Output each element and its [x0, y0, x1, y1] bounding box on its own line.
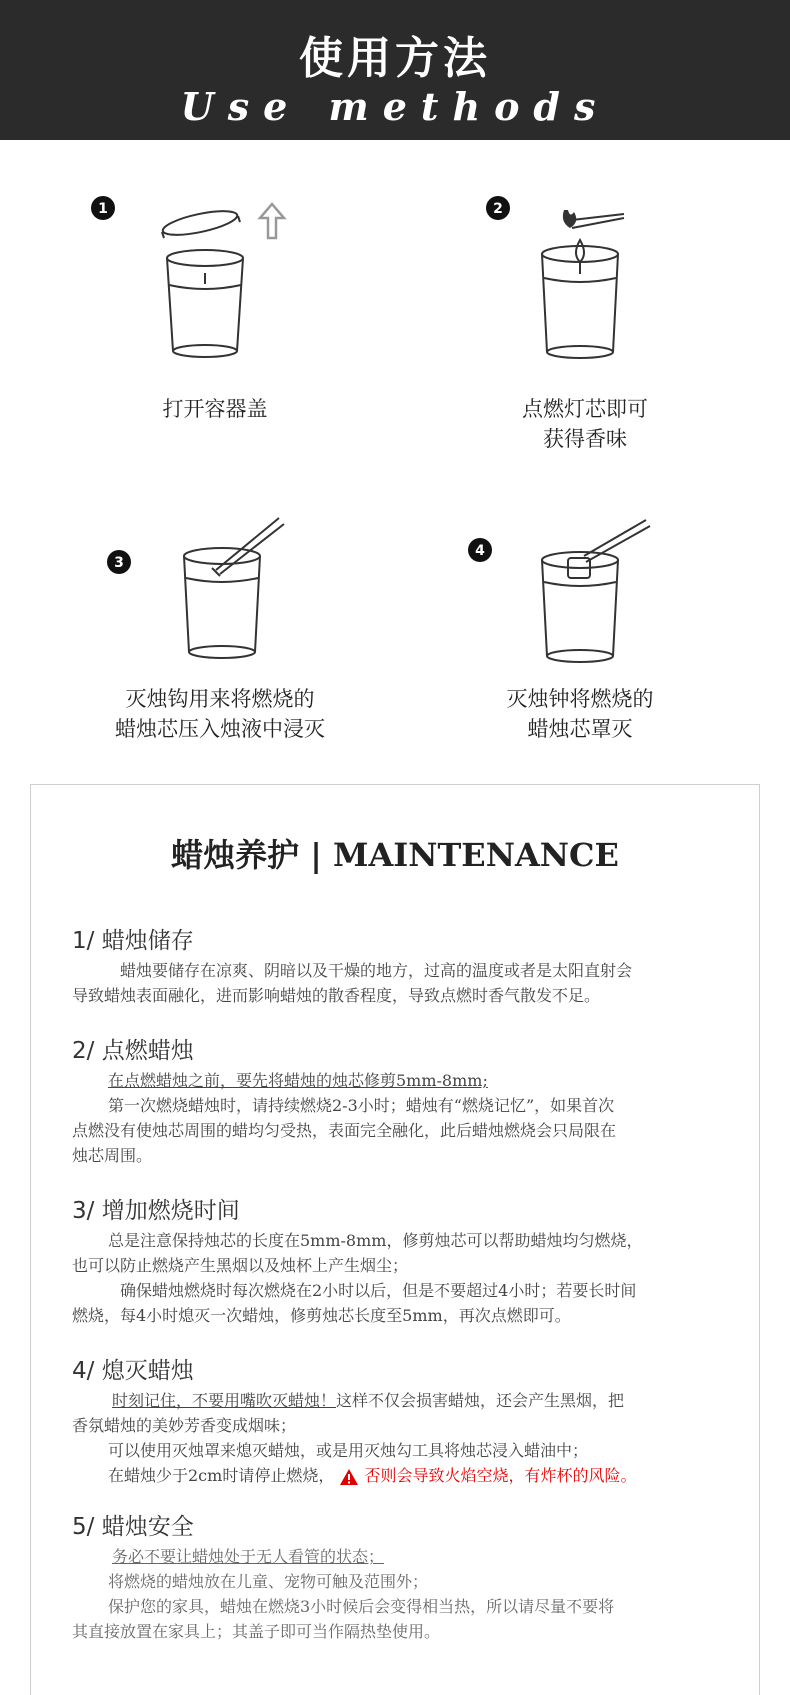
maintenance-title: 蜡烛养护 | MAINTENANCE [171, 836, 619, 874]
step-4 [466, 516, 666, 666]
step-3-caption: 灭烛钩用来将燃烧的 蜡烛芯压入烛液中浸灭 [115, 687, 325, 741]
header-banner [0, 0, 790, 140]
page-subtitle: Use methods [180, 84, 610, 129]
section-heading-burn-time: 3/ 增加燃烧时间 [72, 1198, 240, 1224]
page-title: 使用方法 [299, 33, 491, 84]
snuffer-hook-icon [104, 514, 304, 664]
svg-text:2: 2 [493, 201, 503, 217]
light-candle-icon [484, 192, 684, 368]
section-heading-lighting: 2/ 点燃蜡烛 [72, 1038, 194, 1064]
step-4-caption: 灭烛钟将燃烧的 蜡烛芯罩灭 [506, 687, 654, 741]
step-2-caption: 点燃灯芯即可 获得香味 [522, 397, 648, 451]
section-heading-extinguish: 4/ 熄灭蜡烛 [72, 1358, 194, 1384]
section-heading-storage: 1/ 蜡烛储存 [72, 928, 194, 954]
step-2 [484, 192, 684, 368]
svg-text:4: 4 [475, 543, 485, 559]
section-body-burn-time: 总是注意保持烛芯的长度在5mm-8mm，修剪烛芯可以帮助蜡烛均匀燃烧， 也可以防止燃烧产生黑烟以及烛杯上产生烟尘； 确保蜡烛燃烧时每次燃烧在2小时以后，但是不要超过4小时；若要长时间 燃烧，每4小时熄灭一次蜡烛，修剪烛芯长度至5mm，再次点燃即可。 [72, 1231, 643, 1325]
svg-text:3: 3 [114, 555, 124, 571]
svg-text:1: 1 [98, 201, 108, 217]
section-body-extinguish: 时刻记住，不要用嘴吹灭蜡烛！这样不仅会损害蜡烛，还会产生黑烟，把 香氛蜡烛的美妙芳香变成烟味； 可以使用灭烛罩来熄灭蜡烛，或是用灭烛勾工具将烛芯浸入蜡油中； 在蜡烛少于2cm时请停止燃烧， 否则会导致火焰空烧，有炸杯的风险。 [72, 1391, 637, 1485]
warning-icon [339, 1468, 359, 1486]
section-body-storage: 蜡烛要储存在凉爽、阴暗以及干燥的地方，过高的温度或者是太阳直射会 导致蜡烛表面融化，进而影响蜡烛的散香程度，导致点燃时香气散发不足。 [72, 961, 633, 1005]
warning-text: 否则会导致火焰空烧，有炸杯的风险。 [364, 1466, 637, 1485]
snuffer-bell-icon [466, 516, 666, 666]
step-1 [85, 188, 305, 368]
section-body-lighting: 在点燃蜡烛之前，要先将蜡烛的烛芯修剪5mm-8mm; 第一次燃烧蜡烛时，请持续燃烧2-3小时；蜡烛有“燃烧记忆”，如果首次 点燃没有使烛芯周围的蜡均匀受热，表面完全融化，此后蜡烛燃烧会只局限在 烛芯周围。 [72, 1071, 617, 1165]
step-1-caption: 打开容器盖 [162, 397, 268, 421]
section-body-safety: 务必不要让蜡烛处于无人看管的状态； 将燃烧的蜡烛放在儿童、宠物可触及范围外； 保护您的家具，蜡烛在燃烧3小时候后会变得相当热，所以请尽量不要将 其直接放置在家具上；其盖子即可当作隔热垫使用。 [72, 1547, 615, 1641]
open-lid-icon [85, 188, 305, 368]
section-heading-safety: 5/ 蜡烛安全 [72, 1514, 194, 1540]
step-3 [104, 514, 304, 664]
